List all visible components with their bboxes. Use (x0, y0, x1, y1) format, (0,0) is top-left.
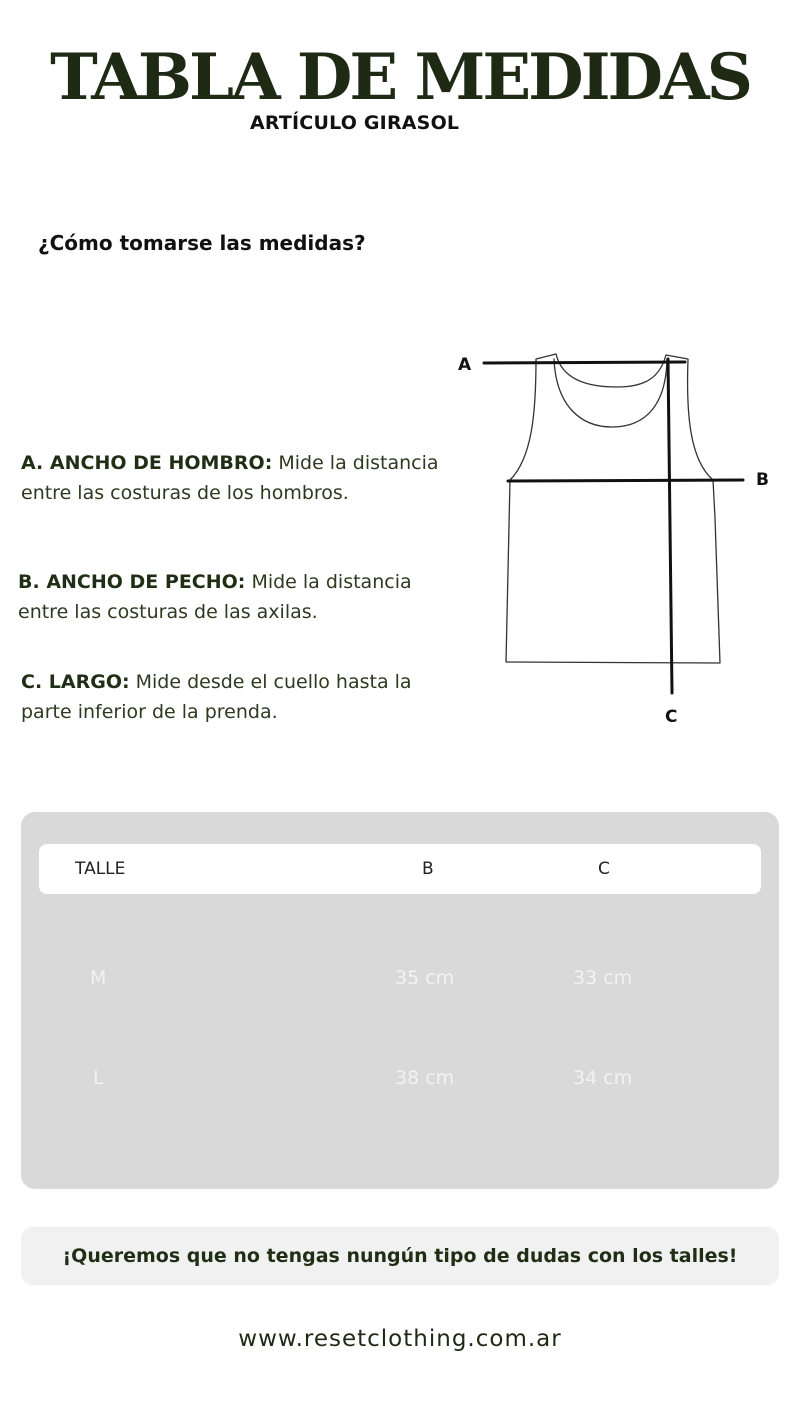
row-m-size: M (90, 967, 107, 989)
measure-b-line (508, 480, 743, 481)
size-table-header (39, 844, 761, 894)
measure-c-label: C. LARGO: (21, 671, 130, 693)
row-m-b: 35 cm (395, 967, 455, 989)
website-link[interactable]: www.resetclothing.com.ar (238, 1326, 562, 1352)
header-b: B (422, 859, 434, 879)
measure-c-description (21, 667, 451, 727)
header-c: C (598, 859, 610, 879)
size-note: ¡Queremos que no tengas nungún tipo de dudas con los talles! (21, 1227, 779, 1285)
label-a: A (458, 355, 472, 375)
measure-b-text: Mide la distancia entre las costuras de las axilas. (18, 571, 412, 623)
garment-outline (506, 354, 720, 663)
measure-c-text: Mide desde el cuello hasta la parte inferior de la prenda. (21, 671, 412, 723)
row-l-c: 34 cm (573, 1067, 633, 1089)
size-table (21, 812, 779, 1189)
measure-a-label: A. ANCHO DE HOMBRO: (21, 452, 273, 474)
label-b: B (756, 470, 769, 490)
measure-c-line (668, 359, 672, 693)
label-c: C (665, 707, 678, 727)
tank-top-diagram (440, 335, 780, 735)
how-to-heading: ¿Cómo tomarse las medidas? (38, 231, 366, 255)
row-m-c: 33 cm (573, 967, 633, 989)
garment-neckline (554, 359, 667, 427)
row-l-b: 38 cm (395, 1067, 455, 1089)
row-l-size: L (93, 1067, 104, 1089)
header-talle: TALLE (75, 859, 126, 879)
measure-b-label: B. ANCHO DE PECHO: (18, 571, 246, 593)
measure-a-description (21, 448, 441, 508)
article-subtitle: ARTÍCULO GIRASOL (250, 112, 460, 134)
measure-a-text: Mide la distancia entre las costuras de los hombros. (21, 452, 439, 504)
measure-a-line (484, 362, 685, 363)
measure-b-description (18, 567, 458, 627)
page-title: TABLA DE MEDIDAS (50, 40, 750, 115)
